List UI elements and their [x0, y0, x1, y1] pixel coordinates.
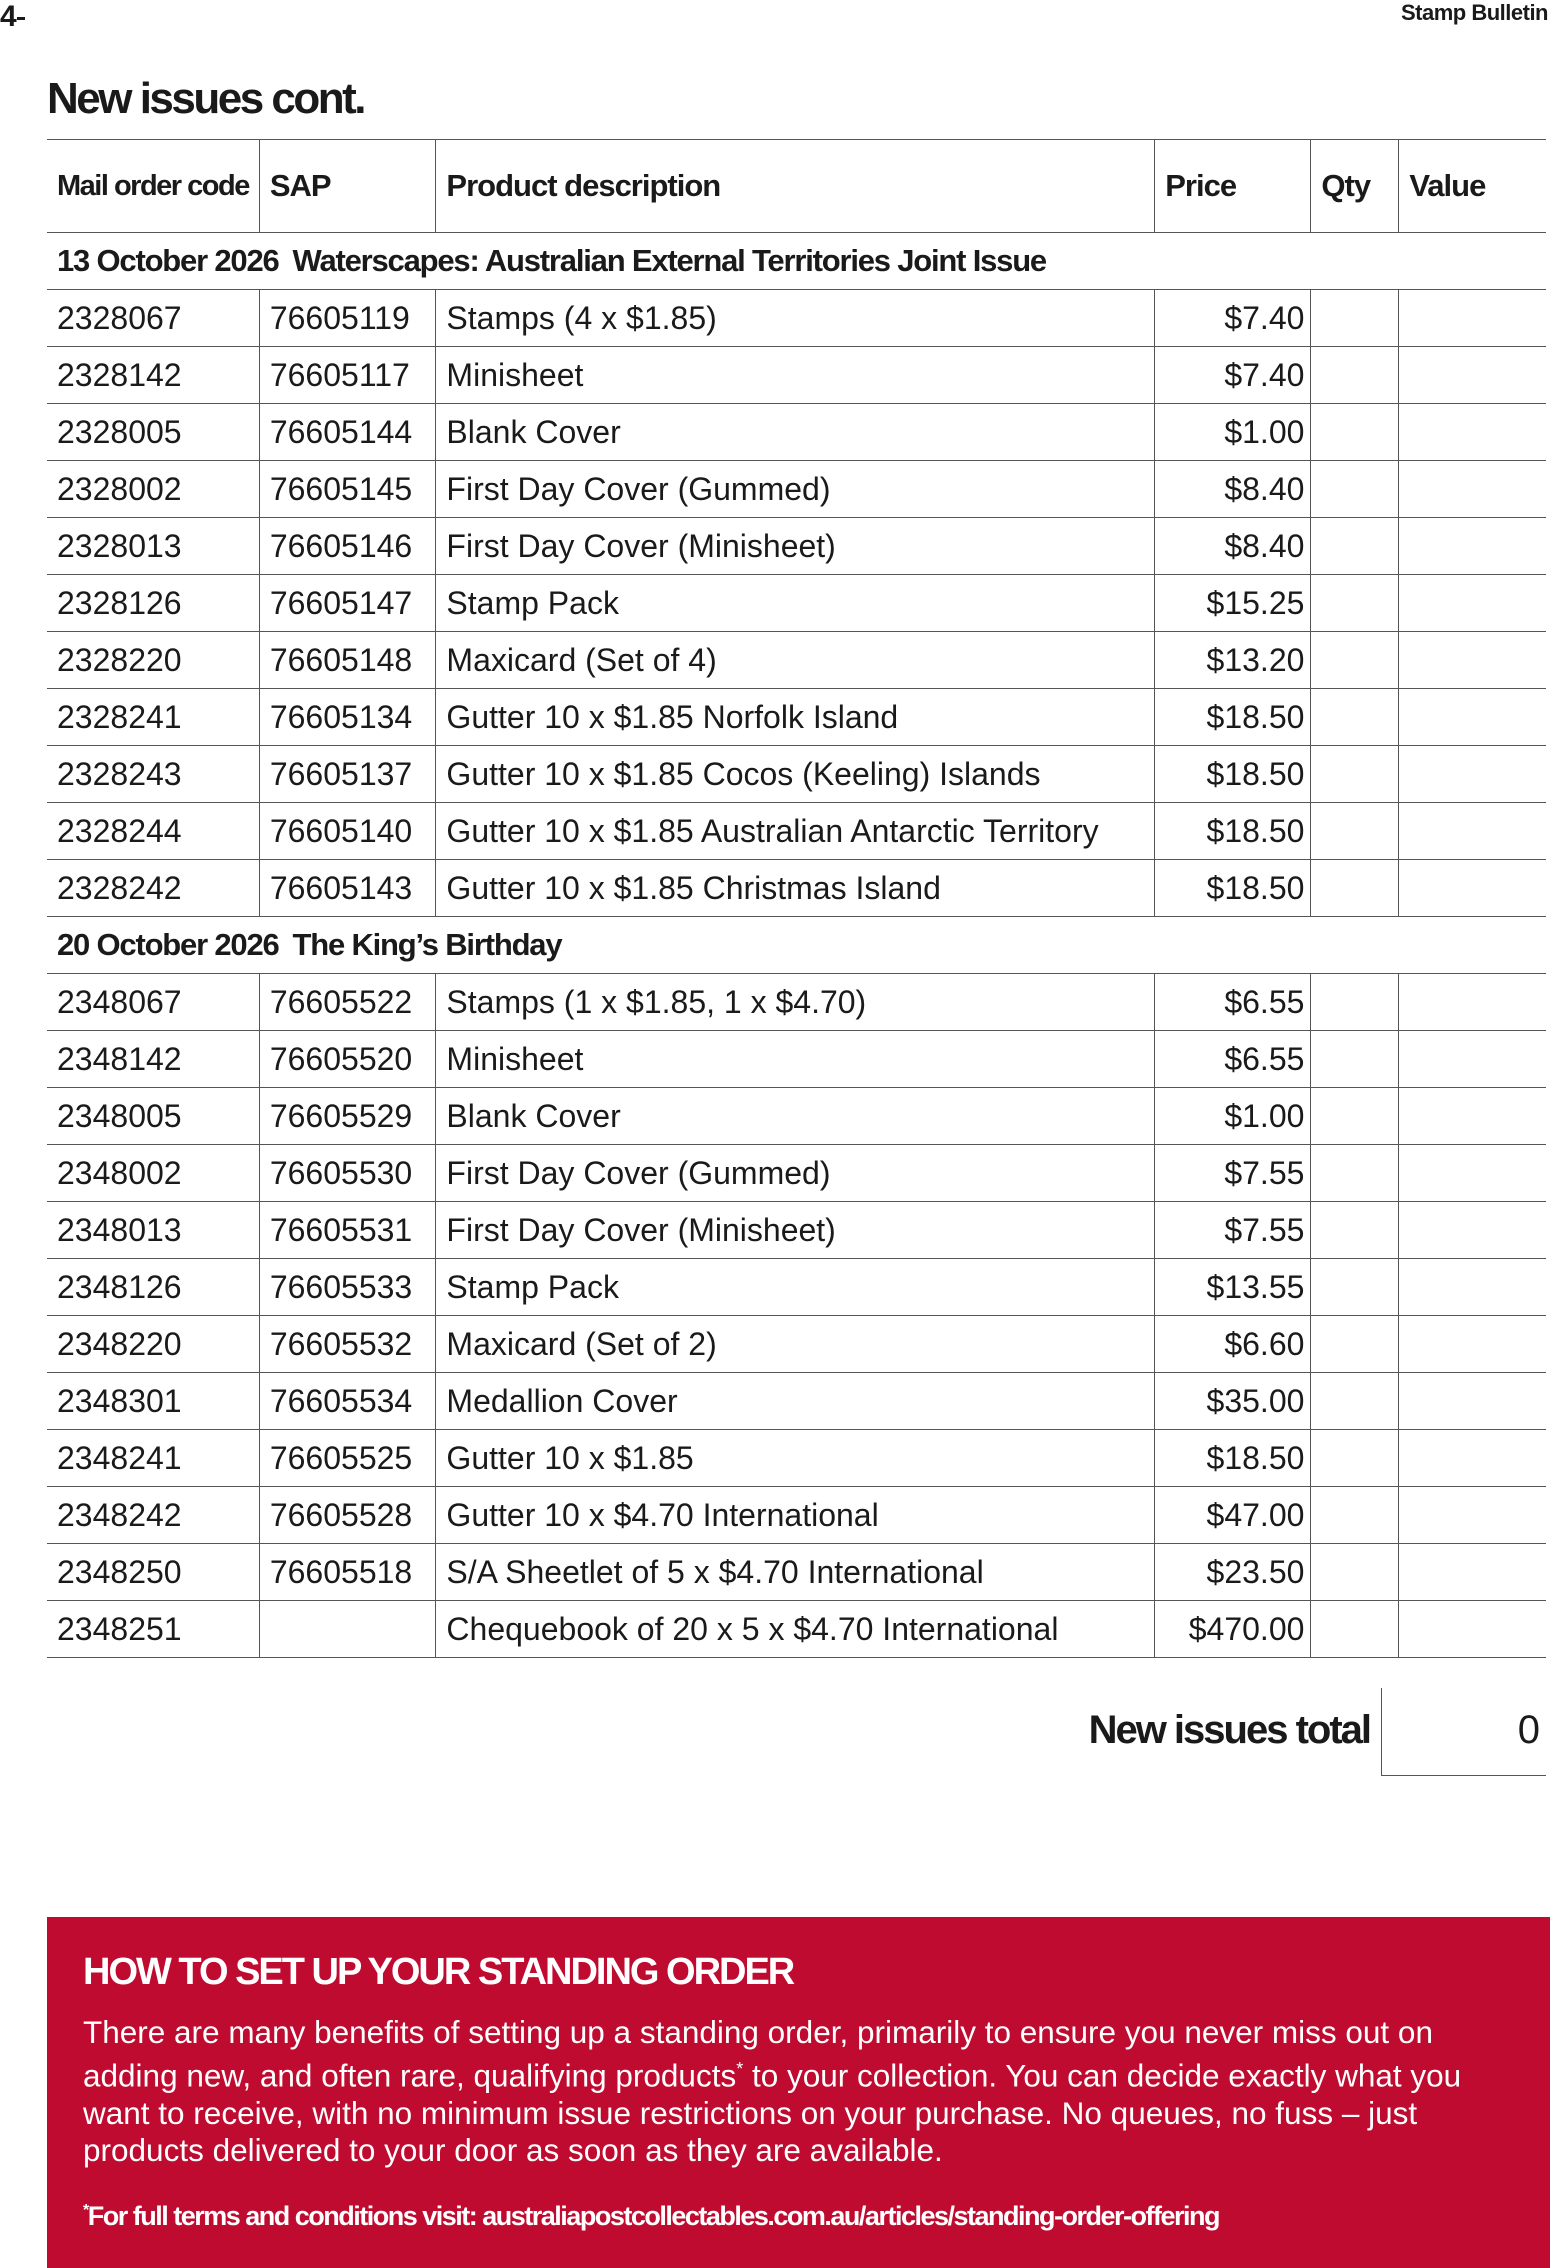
mail-order-code-cell: 2348013 — [57, 1211, 182, 1248]
qty-input-cell[interactable] — [1311, 575, 1399, 632]
value-cell[interactable] — [1399, 1601, 1546, 1658]
mail-order-code-cell: 2328002 — [57, 470, 182, 507]
qty-input-cell[interactable] — [1311, 290, 1399, 347]
product-description-cell: First Day Cover (Gummed) — [436, 1145, 1155, 1202]
price-cell: $6.55 — [1155, 974, 1311, 1031]
sap-cell: 76605520 — [259, 1031, 436, 1088]
issue-date: 13 October 2026 — [57, 243, 279, 278]
mail-order-code-cell: 2348251 — [57, 1610, 182, 1647]
qty-input-cell[interactable] — [1311, 518, 1399, 575]
mail-order-code-cell: 2348067 — [57, 983, 182, 1020]
issue-group-row — [47, 917, 1546, 974]
value-cell[interactable] — [1399, 1487, 1546, 1544]
price-cell: $8.40 — [1155, 461, 1311, 518]
mail-order-code-cell: 2348005 — [57, 1097, 182, 1134]
value-cell[interactable] — [1399, 1430, 1546, 1487]
footnote-mark: * — [736, 2059, 744, 2079]
price-cell: $470.00 — [1155, 1601, 1311, 1658]
qty-input-cell[interactable] — [1311, 1316, 1399, 1373]
order-table-body — [47, 233, 1546, 1658]
table-row — [47, 1145, 1546, 1202]
banner-terms — [83, 2201, 1514, 2232]
qty-input-cell[interactable] — [1311, 1544, 1399, 1601]
table-row — [47, 1430, 1546, 1487]
header-qty: Qty — [1311, 140, 1399, 233]
product-description-cell: Gutter 10 x $4.70 International — [436, 1487, 1155, 1544]
price-cell: $13.55 — [1155, 1259, 1311, 1316]
header-value: Value — [1399, 140, 1546, 233]
value-cell[interactable] — [1399, 1373, 1546, 1430]
table-row — [47, 290, 1546, 347]
value-cell[interactable] — [1399, 404, 1546, 461]
mail-order-code-cell: 2328067 — [57, 299, 182, 336]
price-cell: $13.20 — [1155, 632, 1311, 689]
table-row — [47, 1031, 1546, 1088]
product-description-cell: S/A Sheetlet of 5 x $4.70 International — [436, 1544, 1155, 1601]
product-description-cell: Maxicard (Set of 4) — [436, 632, 1155, 689]
table-row — [47, 518, 1546, 575]
mail-order-code-cell: 2328126 — [57, 584, 182, 621]
product-description-cell: Medallion Cover — [436, 1373, 1155, 1430]
value-cell[interactable] — [1399, 1544, 1546, 1601]
qty-input-cell[interactable] — [1311, 1430, 1399, 1487]
mail-order-code-cell: 2328220 — [57, 641, 182, 678]
table-header-row — [47, 140, 1546, 233]
sap-cell: 76605146 — [259, 518, 436, 575]
banner-heading: HOW TO SET UP YOUR STANDING ORDER — [83, 1951, 794, 1993]
price-cell: $35.00 — [1155, 1373, 1311, 1430]
product-description-cell: Stamps (4 x $1.85) — [436, 290, 1155, 347]
header-product-description: Product description — [436, 140, 1155, 233]
qty-input-cell[interactable] — [1311, 347, 1399, 404]
table-row — [47, 575, 1546, 632]
qty-input-cell[interactable] — [1311, 860, 1399, 917]
value-cell[interactable] — [1399, 518, 1546, 575]
table-row — [47, 1601, 1546, 1658]
qty-input-cell[interactable] — [1311, 461, 1399, 518]
mail-order-code-cell: 2348142 — [57, 1040, 182, 1077]
table-row — [47, 1088, 1546, 1145]
product-description-cell: Gutter 10 x $1.85 — [436, 1430, 1155, 1487]
header-mail-order-code: Mail order code — [57, 169, 249, 202]
product-description-cell: Gutter 10 x $1.85 Christmas Island — [436, 860, 1155, 917]
table-row — [47, 404, 1546, 461]
header-price: Price — [1155, 140, 1311, 233]
price-cell: $8.40 — [1155, 518, 1311, 575]
table-row — [47, 1202, 1546, 1259]
sap-cell — [259, 1601, 436, 1658]
mail-order-code-cell: 2328244 — [57, 812, 182, 849]
footnote-mark: * — [83, 2201, 88, 2219]
price-cell: $6.55 — [1155, 1031, 1311, 1088]
price-cell: $47.00 — [1155, 1487, 1311, 1544]
mail-order-code-cell: 2348242 — [57, 1496, 182, 1533]
qty-input-cell[interactable] — [1311, 1601, 1399, 1658]
mail-order-code-cell: 2328243 — [57, 755, 182, 792]
sap-cell: 76605145 — [259, 461, 436, 518]
mail-order-code-cell: 2348301 — [57, 1382, 182, 1419]
product-description-cell: Minisheet — [436, 1031, 1155, 1088]
value-cell[interactable] — [1399, 1259, 1546, 1316]
table-row — [47, 746, 1546, 803]
value-cell[interactable] — [1399, 1316, 1546, 1373]
sap-cell: 76605518 — [259, 1544, 436, 1601]
table-row — [47, 347, 1546, 404]
table-row — [47, 1487, 1546, 1544]
page-number: 4 — [0, 0, 25, 34]
value-cell[interactable] — [1399, 461, 1546, 518]
sap-cell: 76605529 — [259, 1088, 436, 1145]
value-cell[interactable] — [1399, 860, 1546, 917]
product-description-cell: Stamp Pack — [436, 575, 1155, 632]
product-description-cell: Blank Cover — [436, 404, 1155, 461]
banner-body: There are many benefits of setting up a standing order, primarily to ensure you never miss out on adding new, and often rare, qualifying products* to your collection. You can decide exactly what you want to receive, with no minimum issue restrictions on your purchase. No queues, no fuss – just products delivered to your door as soon as they are available. — [83, 2014, 1462, 2168]
value-cell[interactable] — [1399, 1031, 1546, 1088]
sap-cell: 76605144 — [259, 404, 436, 461]
value-cell[interactable] — [1399, 974, 1546, 1031]
sap-cell: 76605532 — [259, 1316, 436, 1373]
new-issues-total-value[interactable]: 0 — [1381, 1688, 1546, 1776]
product-description-cell: Stamp Pack — [436, 1259, 1155, 1316]
price-cell: $7.55 — [1155, 1145, 1311, 1202]
qty-input-cell[interactable] — [1311, 689, 1399, 746]
table-row — [47, 632, 1546, 689]
sap-cell: 76605119 — [259, 290, 436, 347]
price-cell: $7.55 — [1155, 1202, 1311, 1259]
mail-order-code-cell: 2348250 — [57, 1553, 182, 1590]
sap-cell: 76605533 — [259, 1259, 436, 1316]
product-description-cell: Gutter 10 x $1.85 Australian Antarctic Territory — [436, 803, 1155, 860]
issue-date: 20 October 2026 — [57, 927, 279, 962]
value-cell[interactable] — [1399, 803, 1546, 860]
price-cell: $23.50 — [1155, 1544, 1311, 1601]
terms-link[interactable]: For full terms and conditions visit: australiapostcollectables.com.au/articles/standing-order-offering — [87, 2200, 1219, 2231]
qty-input-cell[interactable] — [1311, 803, 1399, 860]
qty-input-cell[interactable] — [1311, 404, 1399, 461]
value-cell[interactable] — [1399, 746, 1546, 803]
product-description-cell: First Day Cover (Minisheet) — [436, 518, 1155, 575]
price-cell: $6.60 — [1155, 1316, 1311, 1373]
table-row — [47, 803, 1546, 860]
new-issues-total-label: New issues total — [1088, 1708, 1370, 1752]
issue-group-heading — [47, 917, 1546, 974]
mail-order-code-cell: 2328005 — [57, 413, 182, 450]
product-description-cell: First Day Cover (Minisheet) — [436, 1202, 1155, 1259]
sap-cell: 76605528 — [259, 1487, 436, 1544]
sap-cell: 76605140 — [259, 803, 436, 860]
price-cell: $1.00 — [1155, 1088, 1311, 1145]
price-cell: $7.40 — [1155, 290, 1311, 347]
mail-order-code-cell: 2328142 — [57, 356, 182, 393]
value-cell[interactable] — [1399, 632, 1546, 689]
price-cell: $18.50 — [1155, 689, 1311, 746]
product-description-cell: First Day Cover (Gummed) — [436, 461, 1155, 518]
mail-order-code-cell: 2348241 — [57, 1439, 182, 1476]
running-header: Stamp Bulletin — [1400, 0, 1548, 25]
price-cell: $18.50 — [1155, 803, 1311, 860]
sap-cell: 76605534 — [259, 1373, 436, 1430]
sap-cell: 76605137 — [259, 746, 436, 803]
sap-cell: 76605531 — [259, 1202, 436, 1259]
qty-input-cell[interactable] — [1311, 632, 1399, 689]
table-row — [47, 1544, 1546, 1601]
sap-cell: 76605525 — [259, 1430, 436, 1487]
price-cell: $1.00 — [1155, 404, 1311, 461]
table-row — [47, 461, 1546, 518]
value-cell[interactable] — [1399, 575, 1546, 632]
table-row — [47, 860, 1546, 917]
qty-input-cell[interactable] — [1311, 1145, 1399, 1202]
value-cell[interactable] — [1399, 689, 1546, 746]
mail-order-code-cell: 2328242 — [57, 869, 182, 906]
price-cell: $18.50 — [1155, 1430, 1311, 1487]
qty-input-cell[interactable] — [1311, 1259, 1399, 1316]
sap-cell: 76605530 — [259, 1145, 436, 1202]
product-description-cell: Gutter 10 x $1.85 Cocos (Keeling) Islands — [436, 746, 1155, 803]
sap-cell: 76605522 — [259, 974, 436, 1031]
value-cell[interactable] — [1399, 1202, 1546, 1259]
table-row — [47, 689, 1546, 746]
product-description-cell: Gutter 10 x $1.85 Norfolk Island — [436, 689, 1155, 746]
sap-cell: 76605143 — [259, 860, 436, 917]
mail-order-code-cell: 2328241 — [57, 698, 182, 735]
mail-order-code-cell: 2328013 — [57, 527, 182, 564]
mail-order-code-cell: 2348002 — [57, 1154, 182, 1191]
price-cell: $18.50 — [1155, 860, 1311, 917]
product-description-cell: Maxicard (Set of 2) — [436, 1316, 1155, 1373]
price-cell: $18.50 — [1155, 746, 1311, 803]
table-row — [47, 1316, 1546, 1373]
issue-group-heading — [47, 233, 1546, 290]
value-cell[interactable] — [1399, 1145, 1546, 1202]
qty-input-cell[interactable] — [1311, 1487, 1399, 1544]
issue-title: Waterscapes: Australian External Territories Joint Issue — [292, 243, 1046, 278]
sap-cell: 76605148 — [259, 632, 436, 689]
mail-order-code-cell: 2348126 — [57, 1268, 182, 1305]
standing-order-banner — [47, 1917, 1550, 2268]
mail-order-code-cell: 2348220 — [57, 1325, 182, 1362]
header-sap: SAP — [259, 140, 436, 233]
qty-input-cell[interactable] — [1311, 974, 1399, 1031]
qty-input-cell[interactable] — [1311, 1373, 1399, 1430]
qty-input-cell[interactable] — [1311, 1088, 1399, 1145]
price-cell: $7.40 — [1155, 347, 1311, 404]
sap-cell: 76605117 — [259, 347, 436, 404]
product-description-cell: Stamps (1 x $1.85, 1 x $4.70) — [436, 974, 1155, 1031]
qty-input-cell[interactable] — [1311, 746, 1399, 803]
table-row — [47, 1259, 1546, 1316]
table-row — [47, 974, 1546, 1031]
qty-input-cell[interactable] — [1311, 1031, 1399, 1088]
price-cell: $15.25 — [1155, 575, 1311, 632]
product-description-cell: Minisheet — [436, 347, 1155, 404]
sap-cell: 76605147 — [259, 575, 436, 632]
value-cell[interactable] — [1399, 1088, 1546, 1145]
order-table — [47, 139, 1546, 1658]
sap-cell: 76605134 — [259, 689, 436, 746]
value-cell[interactable] — [1399, 290, 1546, 347]
issue-group-row — [47, 233, 1546, 290]
product-description-cell: Chequebook of 20 x 5 x $4.70 International — [436, 1601, 1155, 1658]
product-description-cell: Blank Cover — [436, 1088, 1155, 1145]
section-title: New issues cont. — [47, 74, 365, 123]
table-row — [47, 1373, 1546, 1430]
issue-title: The King’s Birthday — [292, 927, 562, 962]
qty-input-cell[interactable] — [1311, 1202, 1399, 1259]
value-cell[interactable] — [1399, 347, 1546, 404]
